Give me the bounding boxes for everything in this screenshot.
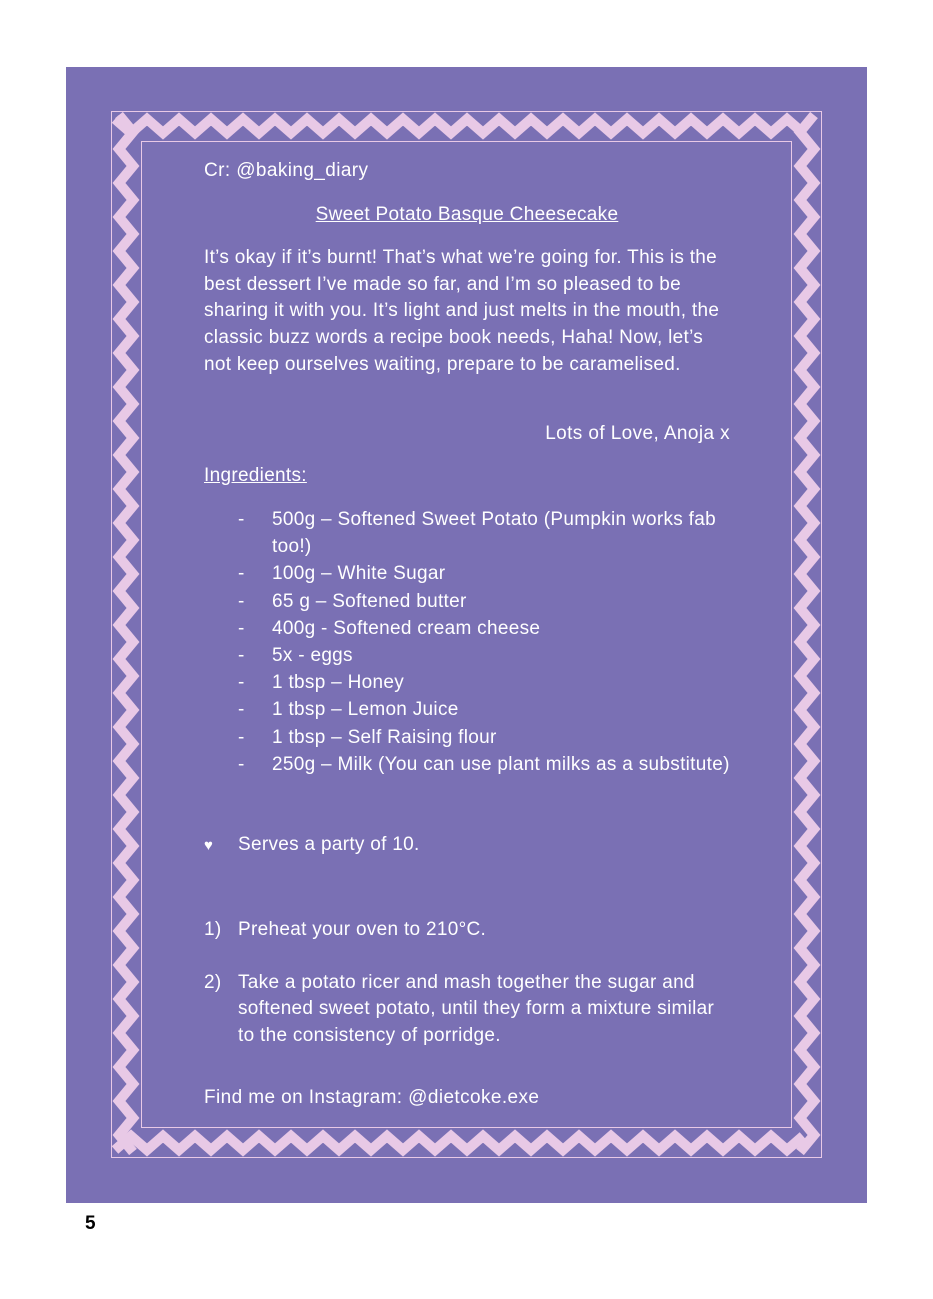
step-number: 2) (204, 971, 222, 993)
heart-icon: ♥ (204, 837, 214, 854)
list-item (238, 588, 738, 615)
dash-bullet: - (238, 726, 245, 748)
ingredient-text: 500g – Softened Sweet Potato (Pumpkin works fab too!) (272, 509, 716, 558)
list-item (238, 696, 738, 723)
dash-bullet: - (238, 753, 245, 775)
step-number: 1) (204, 919, 222, 940)
step-item (204, 970, 734, 1050)
ingredient-text: 1 tbsp – Honey (272, 672, 405, 694)
ingredient-text: 400g - Softened cream cheese (272, 617, 541, 639)
ingredient-text: 65 g – Softened butter (272, 590, 467, 612)
ingredient-text: 5x - eggs (272, 645, 353, 667)
ingredients-list (238, 506, 738, 778)
list-item (238, 506, 738, 560)
dash-bullet: - (238, 590, 245, 612)
list-item (238, 560, 738, 587)
ingredients-heading: Ingredients: (204, 465, 307, 486)
serves-line (204, 834, 420, 856)
signoff: Lots of Love, Anoja x (545, 423, 730, 444)
ingredient-text: 1 tbsp – Self Raising flour (272, 726, 497, 748)
dash-bullet: - (238, 617, 245, 639)
ingredient-text: 100g – White Sugar (272, 563, 446, 585)
credit-line: Cr: @baking_diary (204, 160, 369, 181)
step-text: Preheat your oven to 210°C. (238, 919, 487, 940)
list-item (238, 751, 738, 778)
ingredient-text: 250g – Milk (You can use plant milks as a substitute) (272, 753, 730, 775)
recipe-title: Sweet Potato Basque Cheesecake (315, 204, 619, 225)
step-text: Take a potato ricer and mash together the sugar and softened sweet potato, until they form a mixture similar to the consistency of porridge. (238, 971, 715, 1047)
serves-text: Serves a party of 10. (238, 834, 420, 855)
list-item (238, 724, 738, 751)
page-number: 5 (85, 1213, 96, 1234)
method-steps (204, 917, 734, 1076)
dash-bullet: - (238, 645, 245, 667)
list-item (238, 669, 738, 696)
list-item (238, 642, 738, 669)
instagram-footer: Find me on Instagram: @dietcoke.exe (204, 1087, 540, 1108)
dash-bullet: - (238, 699, 245, 721)
intro-paragraph: It’s okay if it’s burnt! That’s what we’re going for. This is the best dessert I’ve made so far, and I’m so pleased to be sharing it with you. It’s light and just melts in the mouth, the classic buzz words a recipe book needs, Haha! Now, let’s not keep ourselves waiting, prepare to be caramelised. (204, 247, 720, 375)
dash-bullet: - (238, 672, 245, 694)
list-item (238, 615, 738, 642)
dash-bullet: - (238, 563, 245, 585)
step-item (204, 917, 734, 944)
ingredient-text: 1 tbsp – Lemon Juice (272, 699, 459, 721)
dash-bullet: - (238, 509, 245, 530)
